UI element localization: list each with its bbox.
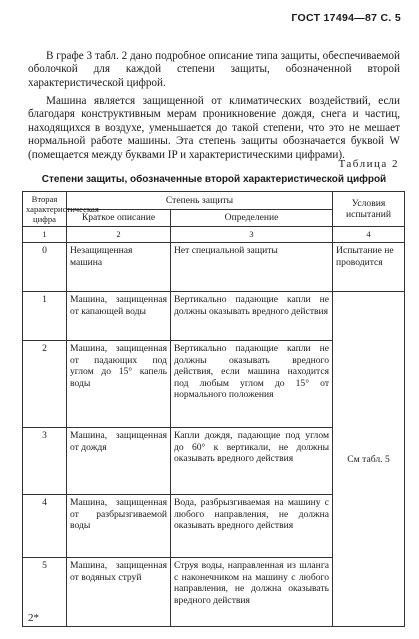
- paragraph-2: Машина является защищенной от климатических воздействий, если благодаря конструктивным мерам проникновение дождя, снега и частиц, находящихся в воздухе, уменьшается до такой степени, что это не мешает нормальной работе машины. Эта степень защиты обозначается буквой W (помещается между буквами IP и характеристическими цифрами).: [28, 95, 400, 161]
- definition-cell: Вода, разбрызгиваемая на машину с любого направления, не должна оказывать вредного действия: [171, 495, 333, 558]
- table-row: [23, 292, 405, 341]
- header-digit: Вторая характеристическая цифра: [23, 192, 67, 227]
- short-description-cell: Машина, защищенная от падающих под углом до 15° капель воды: [67, 341, 171, 428]
- conditions-cell: Испытание не проводится: [333, 243, 405, 292]
- table-header-row: [23, 192, 405, 210]
- definition-cell: Вертикально падающие капли не должны оказывать вредного действия: [171, 292, 333, 341]
- table-label: Таблица 2: [338, 158, 399, 170]
- column-number: 2: [67, 227, 171, 243]
- digit-cell: 4: [23, 495, 67, 558]
- short-description-cell: Незащищенная машина: [67, 243, 171, 292]
- page-footer-mark: 2*: [28, 612, 39, 624]
- table-row: [23, 243, 405, 292]
- definition-cell: Вертикально падающие капли не должны оказывать вредного действия, если машина находится под любым углом до 15° от нормального положения: [171, 341, 333, 428]
- short-description-cell: Машина, защищенная от разбрызгиваемой воды: [67, 495, 171, 558]
- page-header: ГОСТ 17494—87 С. 5: [291, 12, 401, 24]
- column-number: 3: [171, 227, 333, 243]
- digit-cell: 2: [23, 341, 67, 428]
- header-short: Краткое описание: [67, 209, 171, 227]
- paragraph-1: В графе 3 табл. 2 дано подробное описание типа защиты, обеспечиваемой оболочкой для каждой степени защиты, обозначенной второй характеристической цифрой.: [28, 50, 400, 89]
- short-description-cell: Машина, защищенная от дождя: [67, 428, 171, 495]
- short-description-cell: Машина, защищенная от капающей воды: [67, 292, 171, 341]
- definition-cell: Капли дождя, падающие под углом до 60° к вертикали, не должны оказывать вредного действия: [171, 428, 333, 495]
- column-number-row: [23, 227, 405, 243]
- table-title: Степени защиты, обозначенные второй характеристической цифрой: [41, 174, 387, 185]
- definition-cell: Нет специальной защиты: [171, 243, 333, 292]
- digit-cell: 3: [23, 428, 67, 495]
- column-number: 1: [23, 227, 67, 243]
- short-description-cell: Машина, защищенная от водяных струй: [67, 558, 171, 627]
- digit-cell: 1: [23, 292, 67, 341]
- column-number: 4: [333, 227, 405, 243]
- definition-cell: Струя воды, направленная из шланга с наконечником на машину с любого направления, не должна оказывать вредного действия: [171, 558, 333, 627]
- conditions-merged-cell: См табл. 5: [333, 292, 405, 627]
- header-definition: Определение: [171, 209, 333, 227]
- digit-cell: 0: [23, 243, 67, 292]
- header-group: Степень защиты: [67, 192, 333, 210]
- header-conditions: Условия испытаний: [333, 192, 405, 227]
- digit-cell: 5: [23, 558, 67, 627]
- protection-degrees-table: [22, 191, 405, 627]
